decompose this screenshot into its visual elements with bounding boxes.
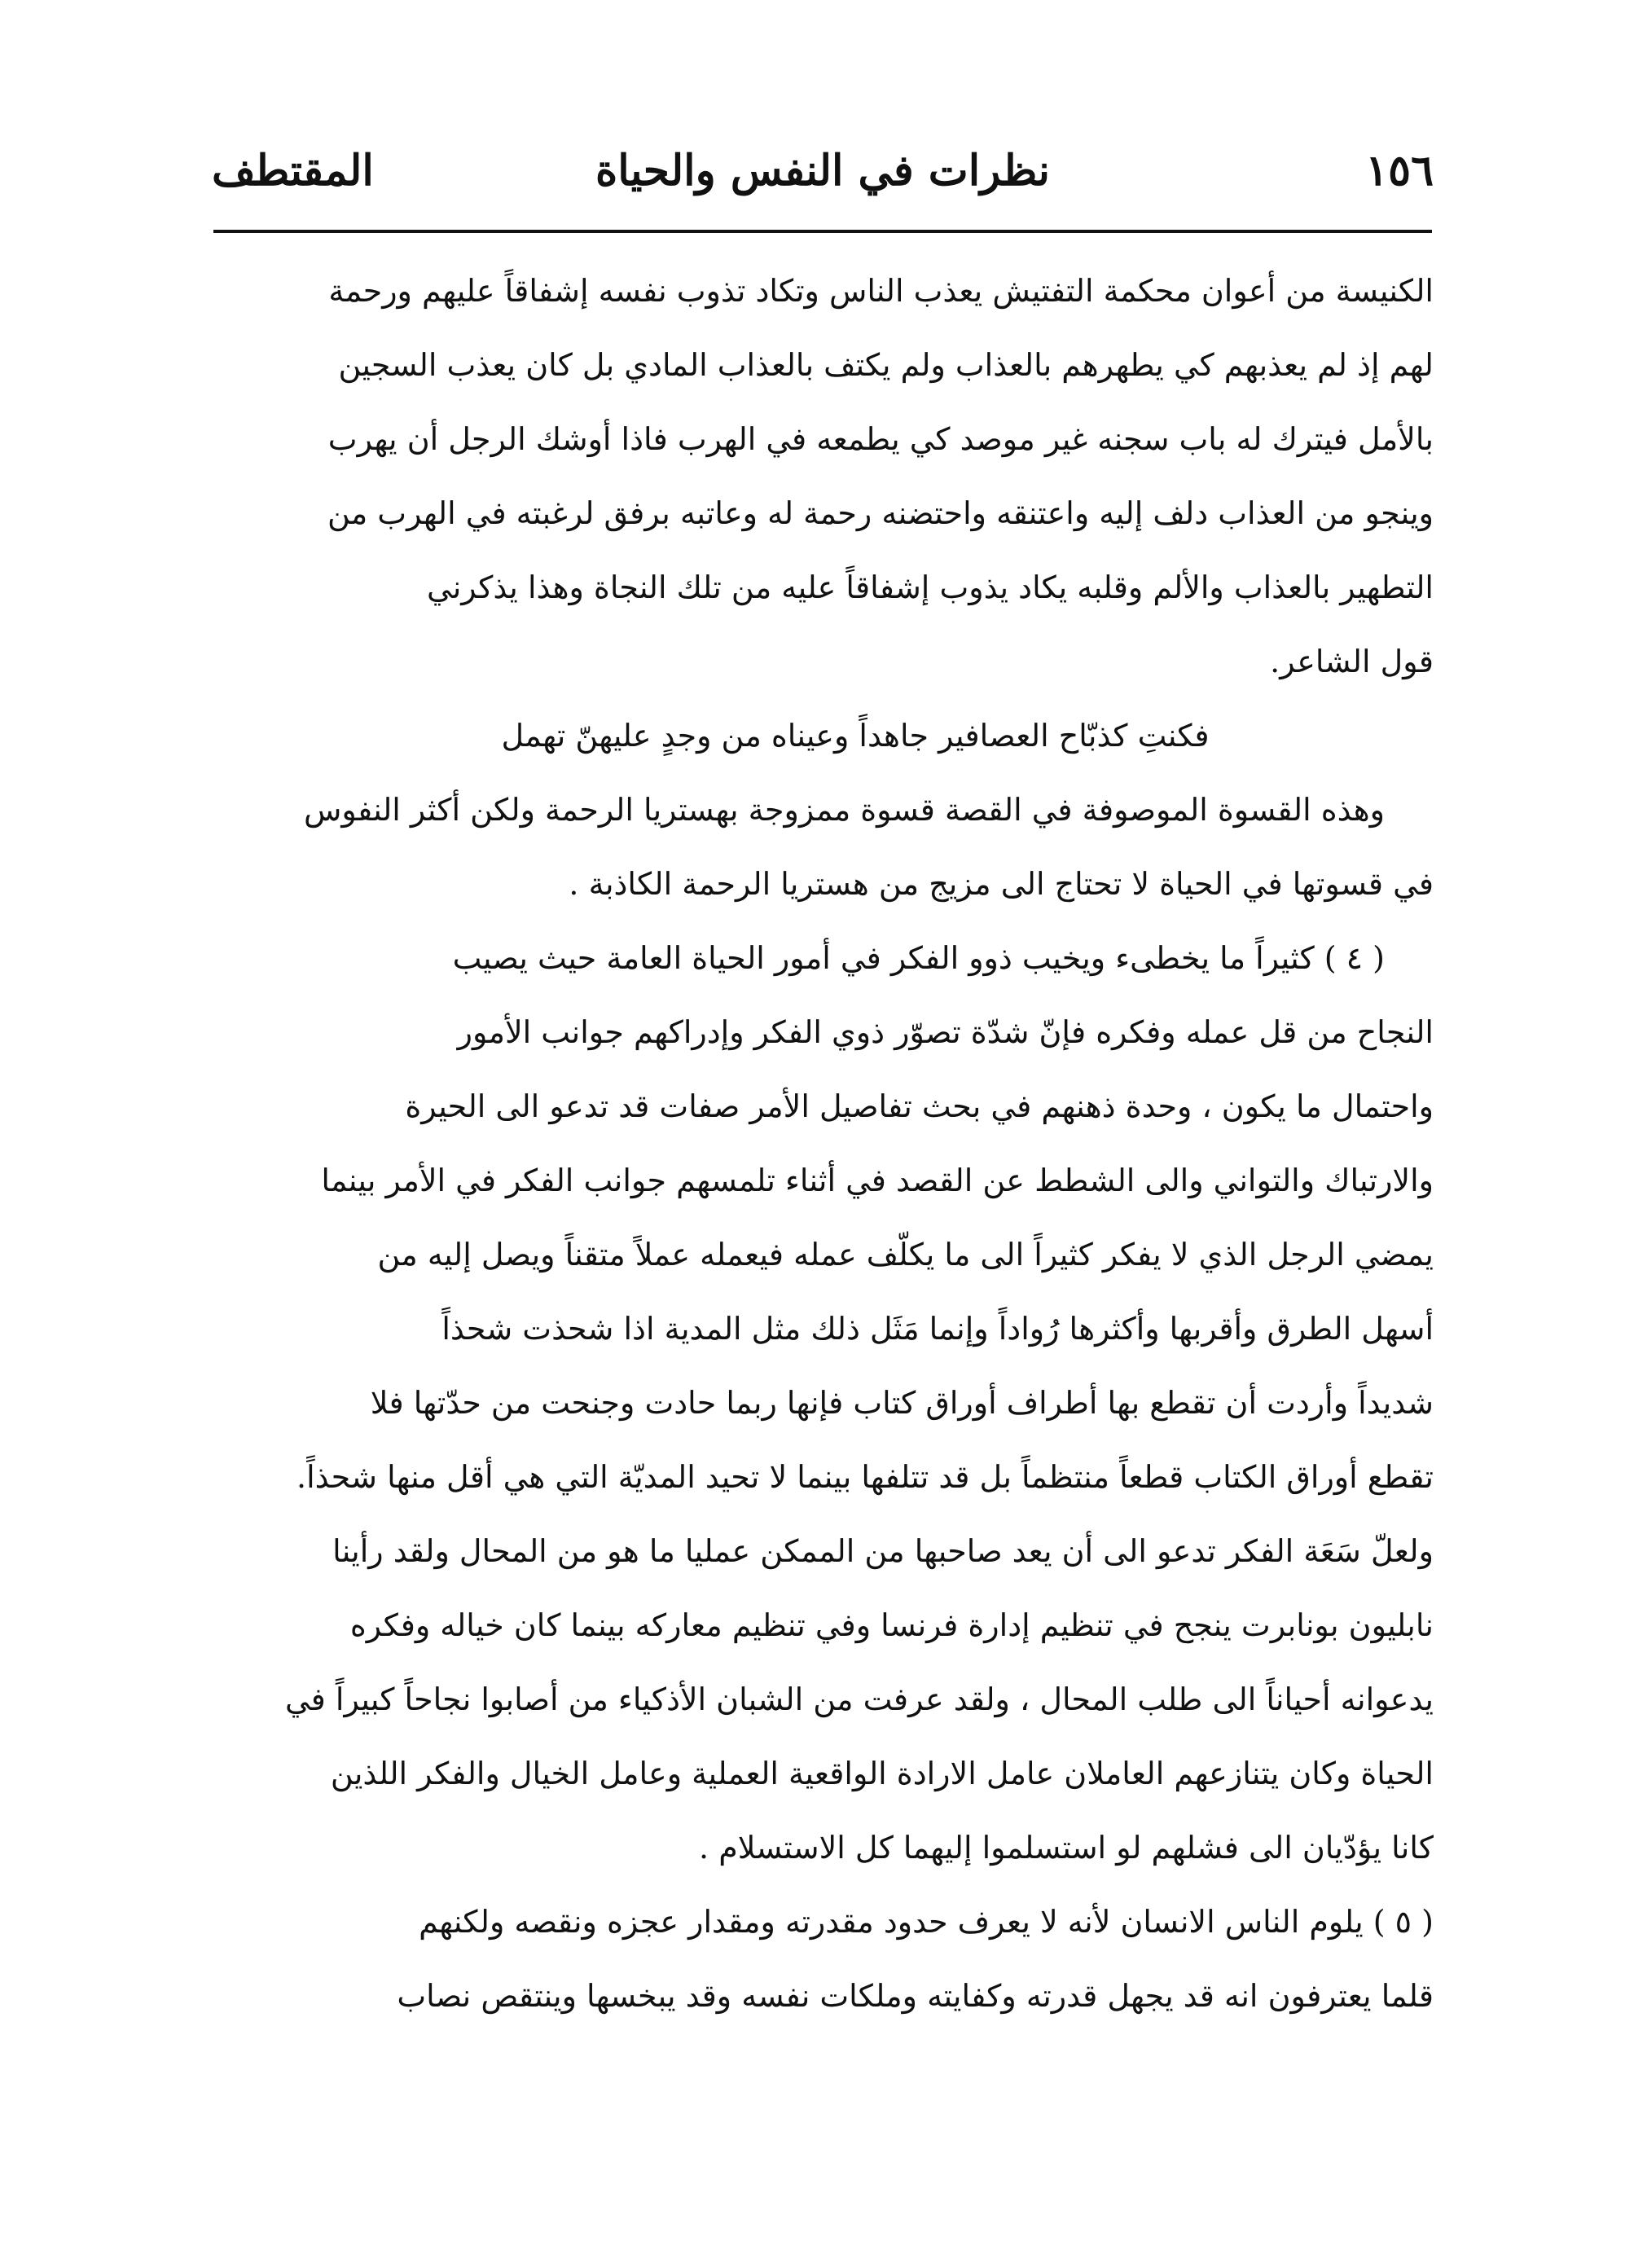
text-line: قلما يعترفون انه قد يجهل قدرته وكفايته وملكات نفسه وقد يبخسها وينتقص نصاب (397, 1978, 1434, 2014)
text-line: وهذه القسوة الموصوفة في القصة قسوة ممزوجة بهستريا الرحمة ولكن أكثر النفوس (304, 792, 1385, 828)
page-number: ١٥٦ (1365, 146, 1434, 196)
text-line: والارتباك والتواني والى الشطط عن القصد في أثناء تلمسهم جوانب الفكر في الأمر بينما (321, 1163, 1434, 1198)
text-line: قول الشاعر. (1270, 644, 1434, 679)
text-line: تقطع أوراق الكتاب قطعاً منتظماً بل قد تتلفها بينما لا تحيد المديّة التي هي أقل منها شحذاً. (296, 1459, 1434, 1495)
running-head (212, 138, 1434, 204)
text-line: يدعوانه أحياناً الى طلب المحال ، ولقد عرفت من الشبان الأذكياء من أصابوا نجاحاً كبيراً في (284, 1681, 1434, 1717)
text-line: الكنيسة من أعوان محكمة التفتيش يعذب الناس وتكاد تذوب نفسه إشفاقاً عليهم ورحمة (328, 273, 1434, 309)
text-line: التطهير بالعذاب والألم وقلبه يكاد يذوب إشفاقاً عليه من تلك النجاة وهذا يذكرني (427, 569, 1434, 605)
article-body (195, 254, 1434, 2033)
text-line: في قسوتها في الحياة لا تحتاج الى مزيج من هستريا الرحمة الكاذبة . (569, 866, 1434, 902)
paragraph-5-start: ( ٥ ) يلوم الناس الانسان لأنه لا يعرف حدود مقدرته ومقدار عجزه ونقصه ولكنهم (419, 1904, 1434, 1940)
text-line: وينجو من العذاب دلف إليه واعتنقه واحتضنه رحمة له وعاتبه برفق لرغبته في الهرب من (327, 495, 1434, 531)
header-divider (213, 230, 1432, 233)
poem-verse: فكنتِ كذبّاح العصافير جاهداً وعيناه من وجدٍ عليهنّ تهمل (501, 718, 1210, 754)
text-line: نابليون بونابرت ينجح في تنظيم إدارة فرنسا وفي تنظيم معاركه بينما كان خياله وفكره (349, 1607, 1434, 1643)
text-line: الحياة وكان يتنازعهم العاملان عامل الارادة الواقعية العملية وعامل الخيال والفكر اللذين (330, 1756, 1434, 1791)
text-line: شديداً وأردت أن تقطع بها أطراف أوراق كتاب فإنها ربما حادت وجنحت من حدّتها فلا (370, 1385, 1434, 1421)
text-line: واحتمال ما يكون ، وحدة ذهنهم في بحث تفاصيل الأمر صفات قد تدعو الى الحيرة (405, 1088, 1434, 1124)
paragraph-4-start: ( ٤ ) كثيراً ما يخطىء ويخيب ذوو الفكر في أمور الحياة العامة حيث يصيب (452, 940, 1385, 976)
text-line: يمضي الرجل الذي لا يفكر كثيراً الى ما يكلّف عمله فيعمله عملاً متقناً ويصل إليه من (377, 1237, 1434, 1272)
text-line: النجاح من قل عمله وفكره فإنّ شدّة تصوّر ذوي الفكر وإدراكهم جوانب الأمور (457, 1014, 1434, 1050)
text-line: لهم إذ لم يعذبهم كي يطهرهم بالعذاب ولم يكتف بالعذاب المادي بل كان يعذب السجين (338, 347, 1434, 383)
text-line: كانا يؤدّيان الى فشلهم لو استسلموا إليهما كل الاستسلام . (699, 1830, 1434, 1866)
text-line: أسهل الطرق وأقربها وأكثرها رُواداً وإنما مَثَل ذلك مثل المدية اذا شحذت شحذاً (441, 1311, 1434, 1347)
magazine-name: المقتطف (212, 146, 374, 196)
article-title: نظرات في النفس والحياة (595, 146, 1051, 196)
text-line: ولعلّ سَعَة الفكر تدعو الى أن يعد صاحبها من الممكن عمليا ما هو من المحال ولقد رأينا (332, 1533, 1434, 1569)
text-line: بالأمل فيترك له باب سجنه غير موصد كي يطمعه في الهرب فاذا أوشك الرجل أن يهرب (327, 421, 1434, 457)
